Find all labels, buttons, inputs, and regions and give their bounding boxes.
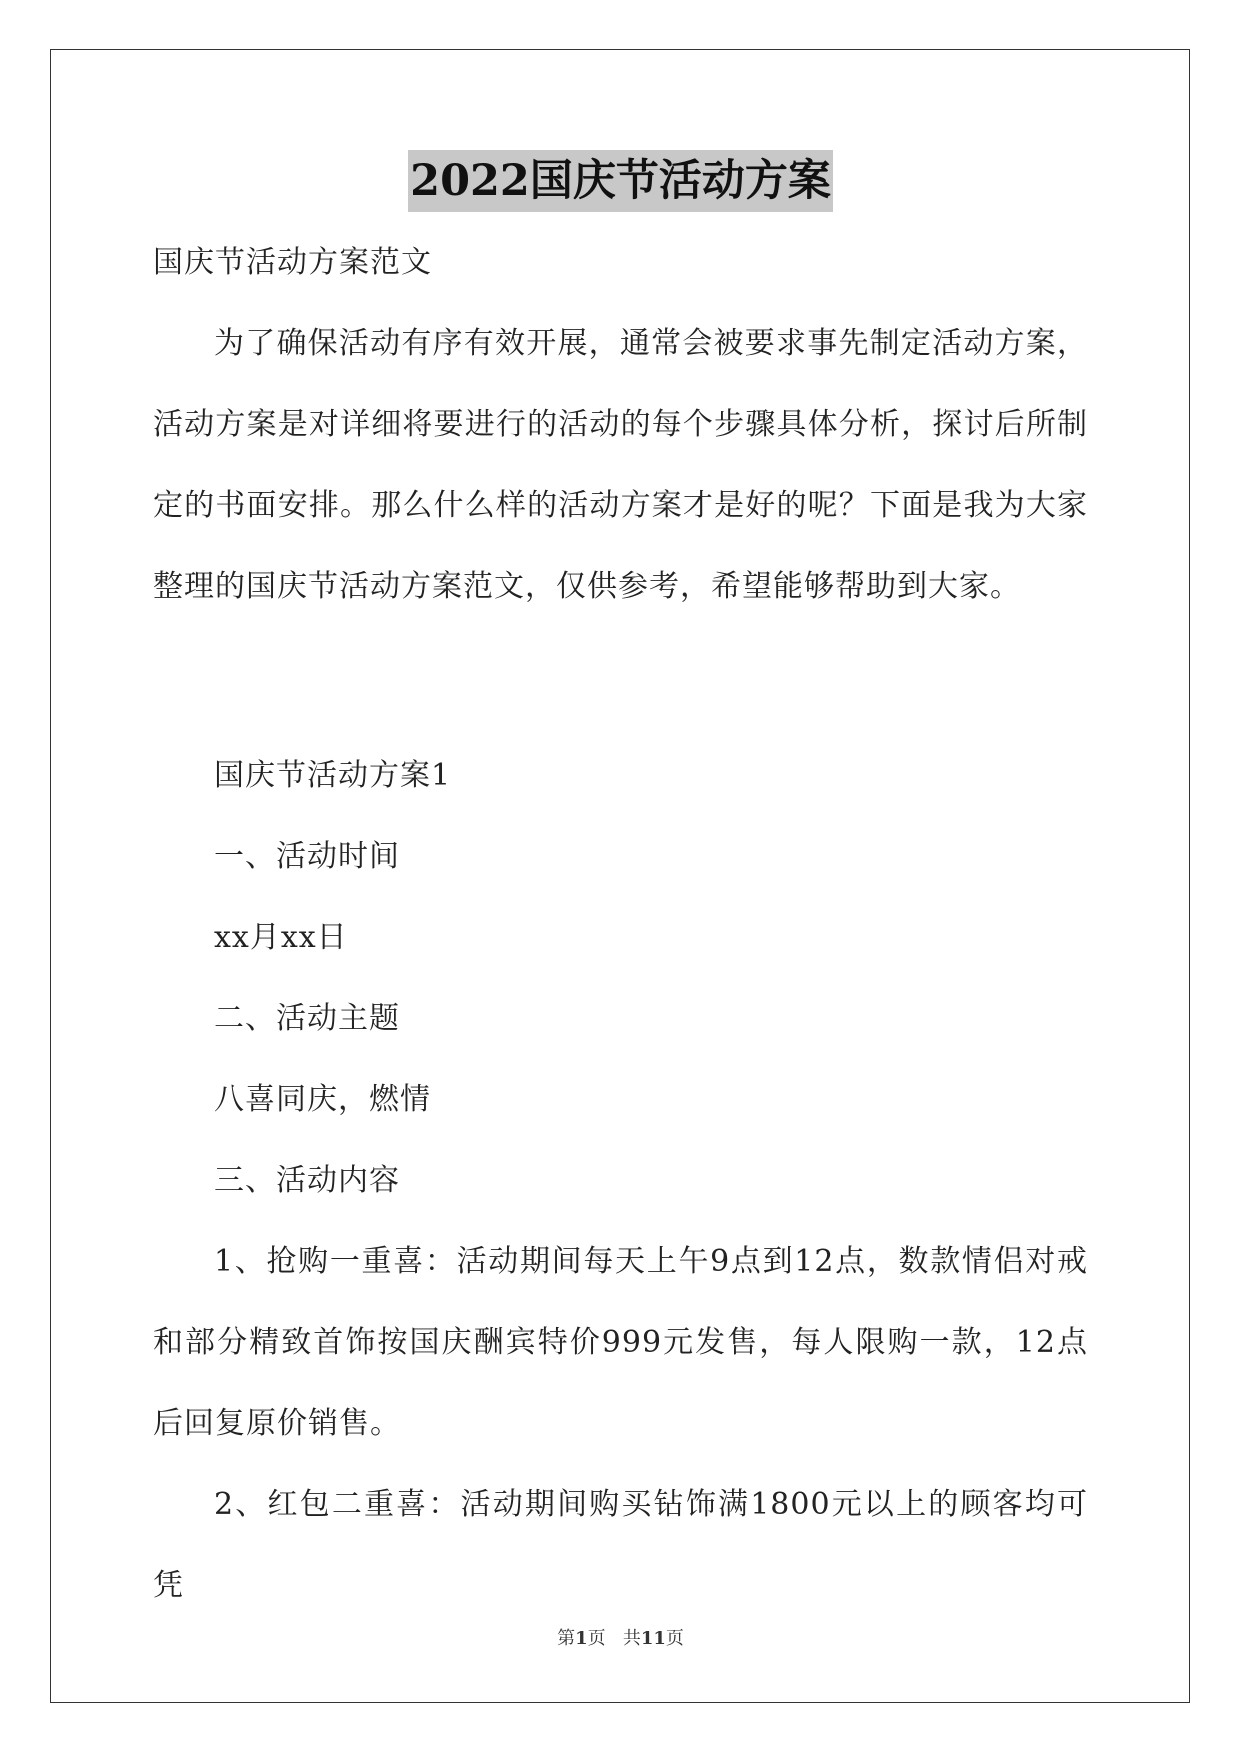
item-activity-theme-heading: 二、活动主题: [214, 1001, 400, 1036]
footer-prefix: 第: [557, 1628, 576, 1649]
footer-total-suffix: 页: [665, 1628, 684, 1649]
item-activity-time-heading: 一、活动时间: [214, 839, 400, 874]
item-activity-content-heading: 三、活动内容: [214, 1163, 400, 1198]
footer-page-suffix: 页: [587, 1628, 606, 1649]
section-body: [153, 735, 1088, 1626]
footer-total-prefix: 共: [622, 1628, 641, 1649]
document-title: 2022国庆节活动方案: [408, 150, 833, 212]
content-paragraph-2: 2、红包二重喜：活动期间购买钻饰满1800元以上的顾客均可凭: [153, 1487, 1088, 1603]
content-paragraph-1: 1、抢购一重喜：活动期间每天上午9点到12点，数款情侣对戒和部分精致首饰按国庆酬宾特价999元发售，每人限购一款，12点后回复原价销售。: [153, 1244, 1088, 1441]
section-heading: 国庆节活动方案1: [214, 758, 452, 793]
footer-page-number: 1: [575, 1628, 588, 1649]
item-activity-theme: 八喜同庆，燃情: [214, 1082, 431, 1117]
item-activity-date: xx月xx日: [214, 920, 348, 955]
page-footer: [0, 1624, 1241, 1650]
intro-paragraph: 为了确保活动有序有效开展，通常会被要求事先制定活动方案，活动方案是对详细将要进行的活动的每个步骤具体分析，探讨后所制定的书面安排。那么什么样的活动方案才是好的呢？下面是我为大家整理的国庆节活动方案范文，仅供参考，希望能够帮助到大家。: [153, 326, 1088, 604]
document-subtitle: 国庆节活动方案范文: [153, 245, 432, 280]
title-container: [0, 150, 1241, 212]
footer-total-pages: 11: [640, 1628, 666, 1649]
